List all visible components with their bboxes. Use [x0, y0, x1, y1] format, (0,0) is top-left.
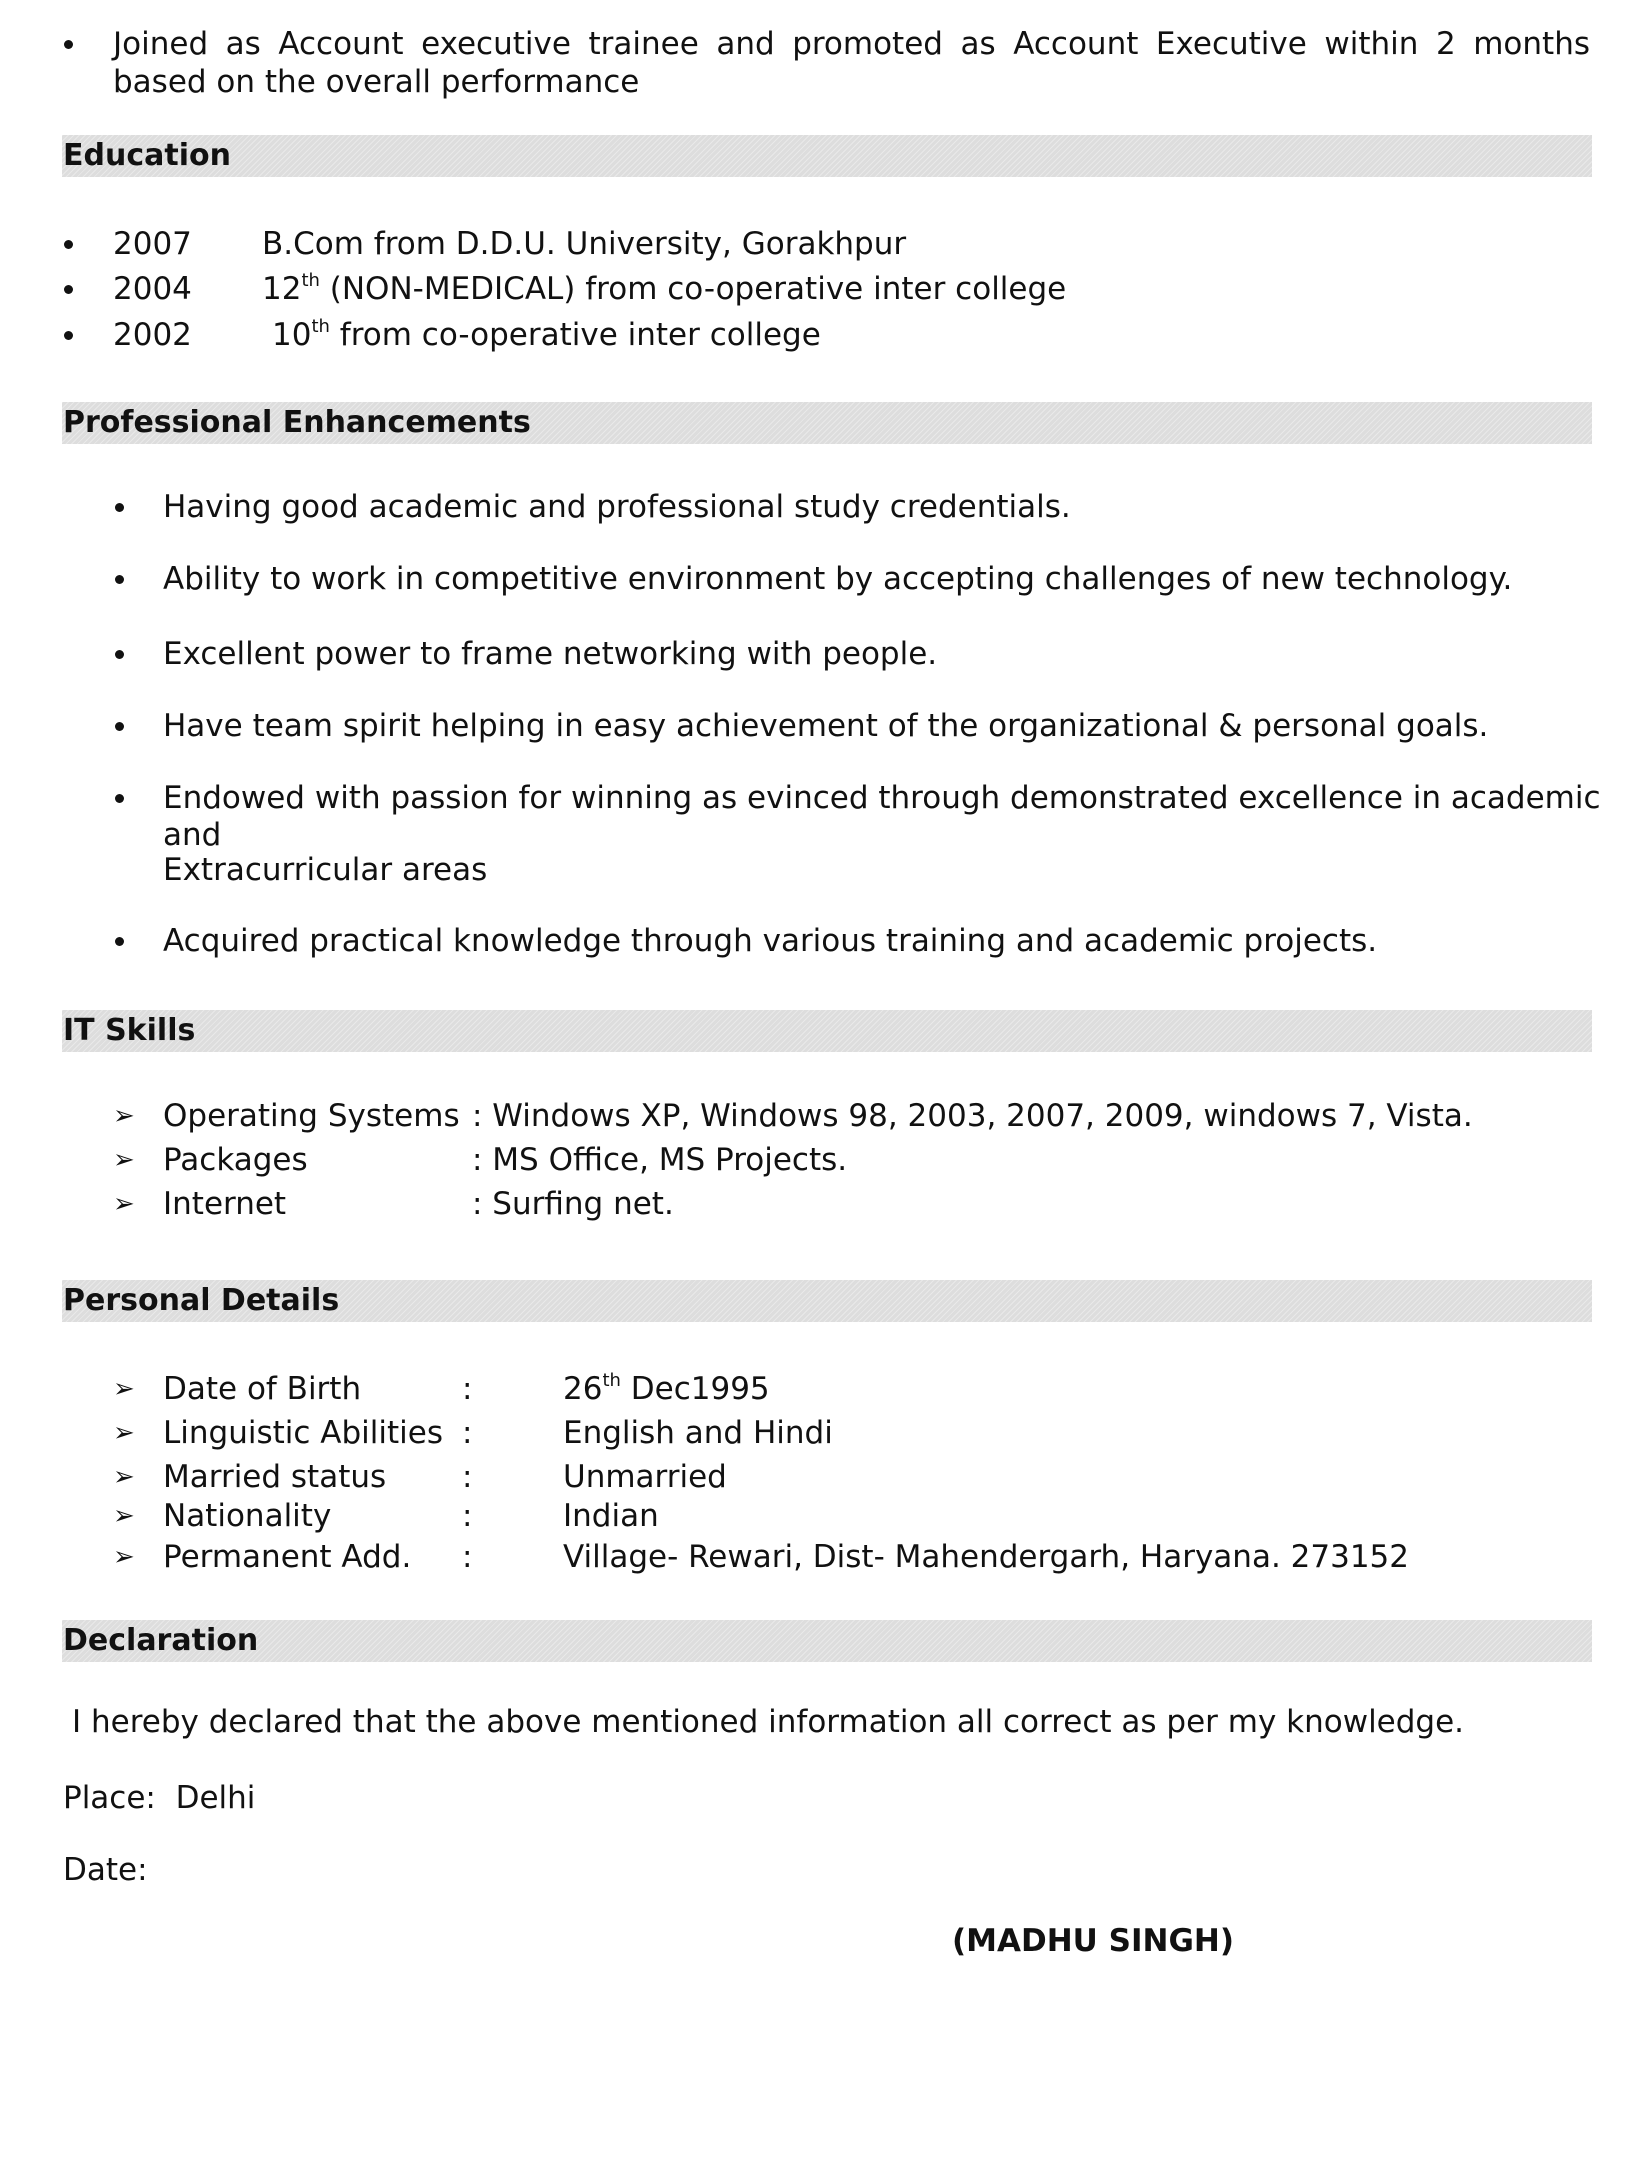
- education-year: 2002: [113, 317, 192, 353]
- bullet-icon: [64, 331, 73, 340]
- personal-value: Unmarried: [563, 1459, 727, 1495]
- professional-item-wrap: and: [163, 817, 222, 853]
- it-skill-value: : Surfing net.: [472, 1186, 674, 1222]
- arrow-bullet-icon: ➢: [113, 1374, 135, 1404]
- arrow-bullet-icon: ➢: [113, 1189, 135, 1219]
- bullet-icon: [64, 240, 73, 249]
- education-year: 2004: [113, 271, 192, 307]
- bullet-icon: [64, 40, 73, 49]
- bullet-icon: [115, 503, 124, 512]
- professional-heading: Professional Enhancements: [63, 405, 531, 440]
- professional-item: Endowed with passion for winning as evinced through demonstrated excellence in academic: [163, 780, 1601, 816]
- signature-name: (MADHU SINGH): [952, 1923, 1235, 1959]
- professional-item: Having good academic and professional study credentials.: [163, 489, 1071, 525]
- bullet-icon: [115, 650, 124, 659]
- professional-item: Excellent power to frame networking with people.: [163, 636, 938, 672]
- bullet-icon: [115, 722, 124, 731]
- bullet-icon: [115, 937, 124, 946]
- personal-separator: :: [462, 1539, 473, 1575]
- personal-separator: :: [462, 1371, 473, 1407]
- it-skill-label: Internet: [163, 1186, 287, 1222]
- education-detail: 10th from co-operative inter college: [272, 316, 821, 353]
- personal-separator: :: [462, 1459, 473, 1495]
- personal-label: Linguistic Abilities: [163, 1415, 443, 1451]
- arrow-bullet-icon: ➢: [113, 1462, 135, 1492]
- education-detail: B.Com from D.D.U. University, Gorakhpur: [262, 226, 907, 262]
- arrow-bullet-icon: ➢: [113, 1145, 135, 1175]
- education-year: 2007: [113, 226, 192, 262]
- it-skills-band: [62, 1010, 1592, 1052]
- it-skill-label: Operating Systems: [163, 1098, 460, 1134]
- declaration-band: [62, 1620, 1592, 1662]
- education-band: [62, 135, 1592, 177]
- it-skills-heading: IT Skills: [63, 1013, 196, 1048]
- personal-label: Married status: [163, 1459, 387, 1495]
- experience-bullet-line2: based on the overall performance: [113, 64, 640, 100]
- professional-item: Ability to work in competitive environment by accepting challenges of new technology.: [163, 561, 1513, 597]
- it-skill-label: Packages: [163, 1142, 308, 1178]
- personal-label: Permanent Add.: [163, 1539, 412, 1575]
- personal-label: Nationality: [163, 1498, 332, 1534]
- personal-label: Date of Birth: [163, 1371, 362, 1407]
- personal-value: 26th Dec1995: [563, 1370, 770, 1407]
- personal-value: Village- Rewari, Dist- Mahendergarh, Haryana. 273152: [563, 1539, 1409, 1575]
- declaration-heading: Declaration: [63, 1623, 259, 1658]
- place-line: Place: Delhi: [63, 1780, 256, 1816]
- bullet-icon: [64, 285, 73, 294]
- professional-item: Acquired practical knowledge through various training and academic projects.: [163, 923, 1378, 959]
- arrow-bullet-icon: ➢: [113, 1418, 135, 1448]
- experience-bullet-line1: Joined as Account executive trainee and promoted as Account Executive within 2 months: [113, 26, 1590, 62]
- professional-item: Have team spirit helping in easy achievement of the organizational & personal goals.: [163, 708, 1489, 744]
- arrow-bullet-icon: ➢: [113, 1501, 135, 1531]
- bullet-icon: [115, 794, 124, 803]
- education-heading: Education: [63, 138, 231, 173]
- personal-heading: Personal Details: [63, 1283, 340, 1318]
- date-label: Date:: [63, 1852, 148, 1888]
- it-skill-value: : Windows XP, Windows 98, 2003, 2007, 2009, windows 7, Vista.: [472, 1098, 1473, 1134]
- personal-value: Indian: [563, 1498, 659, 1534]
- personal-value: English and Hindi: [563, 1415, 833, 1451]
- bullet-icon: [115, 575, 124, 584]
- personal-separator: :: [462, 1498, 473, 1534]
- declaration-text: I hereby declared that the above mentioned information all correct as per my knowledge.: [72, 1704, 1465, 1740]
- arrow-bullet-icon: ➢: [113, 1542, 135, 1572]
- professional-item-wrap: Extracurricular areas: [163, 852, 488, 888]
- it-skill-value: : MS Office, MS Projects.: [472, 1142, 848, 1178]
- arrow-bullet-icon: ➢: [113, 1101, 135, 1131]
- personal-separator: :: [462, 1415, 473, 1451]
- education-detail: 12th (NON-MEDICAL) from co-operative inter college: [262, 270, 1067, 307]
